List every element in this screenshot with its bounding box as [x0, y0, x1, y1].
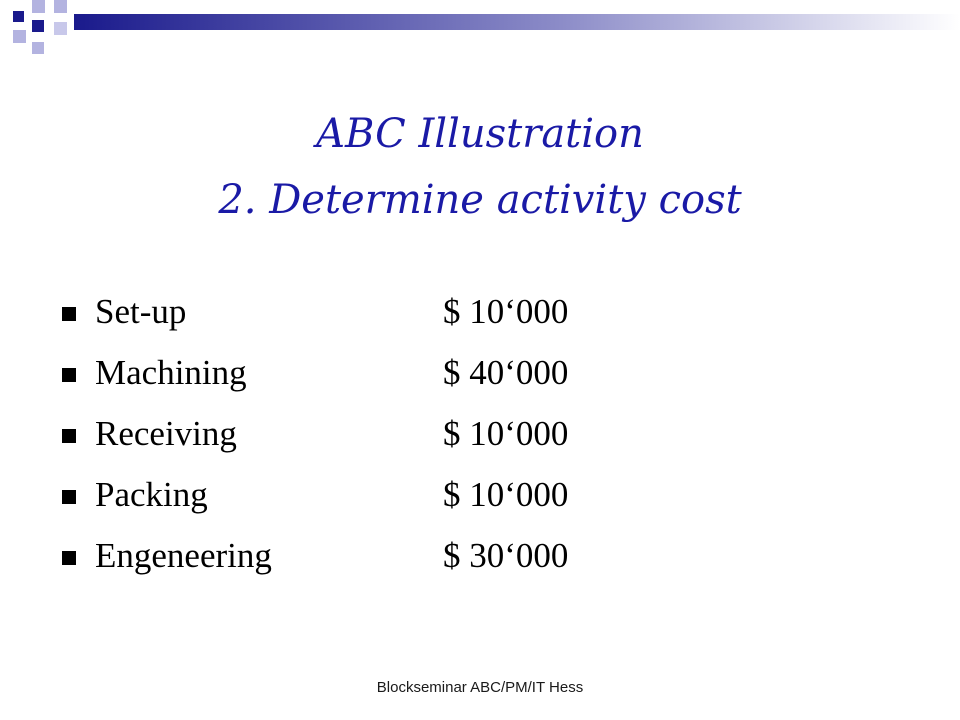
activity-cost: $ 30‘000	[443, 536, 569, 575]
bullet-square-icon	[62, 490, 76, 504]
slide-footer: Blockseminar ABC/PM/IT Hess	[376, 679, 584, 696]
bullet-square-icon	[62, 307, 76, 321]
activity-cost-list	[60, 285, 680, 590]
activity-cost: $ 10‘000	[443, 475, 569, 514]
activity-label: Machining	[95, 353, 247, 392]
corner-decoration	[0, 0, 960, 60]
bullet-square-icon	[62, 368, 76, 382]
decor-square-dark-2	[32, 20, 44, 32]
activity-cost: $ 10‘000	[443, 292, 569, 331]
activity-label: Receiving	[95, 414, 237, 453]
activity-row-packing	[60, 468, 680, 529]
activity-row-setup	[60, 285, 680, 346]
decor-square-light-2	[54, 0, 67, 13]
activity-row-engeneering	[60, 529, 680, 590]
slide-title-line-1: ABC Illustration	[316, 111, 644, 157]
decor-gradient-band	[74, 14, 960, 30]
slide-title-line-2: 2. Determine activity cost	[218, 177, 742, 223]
bullet-square-icon	[62, 429, 76, 443]
decor-square-light-1	[32, 0, 45, 13]
activity-row-receiving	[60, 407, 680, 468]
decor-square-dark-1	[13, 11, 24, 22]
decor-square-light-5	[32, 42, 44, 54]
activity-cost: $ 40‘000	[443, 353, 569, 392]
activity-cost: $ 10‘000	[443, 414, 569, 453]
activity-label: Set-up	[95, 292, 187, 331]
activity-row-machining	[60, 346, 680, 407]
activity-label: Engeneering	[95, 536, 272, 575]
activity-label: Packing	[95, 475, 208, 514]
decor-square-light-4	[54, 22, 67, 35]
bullet-square-icon	[62, 551, 76, 565]
decor-square-light-3	[13, 30, 26, 43]
